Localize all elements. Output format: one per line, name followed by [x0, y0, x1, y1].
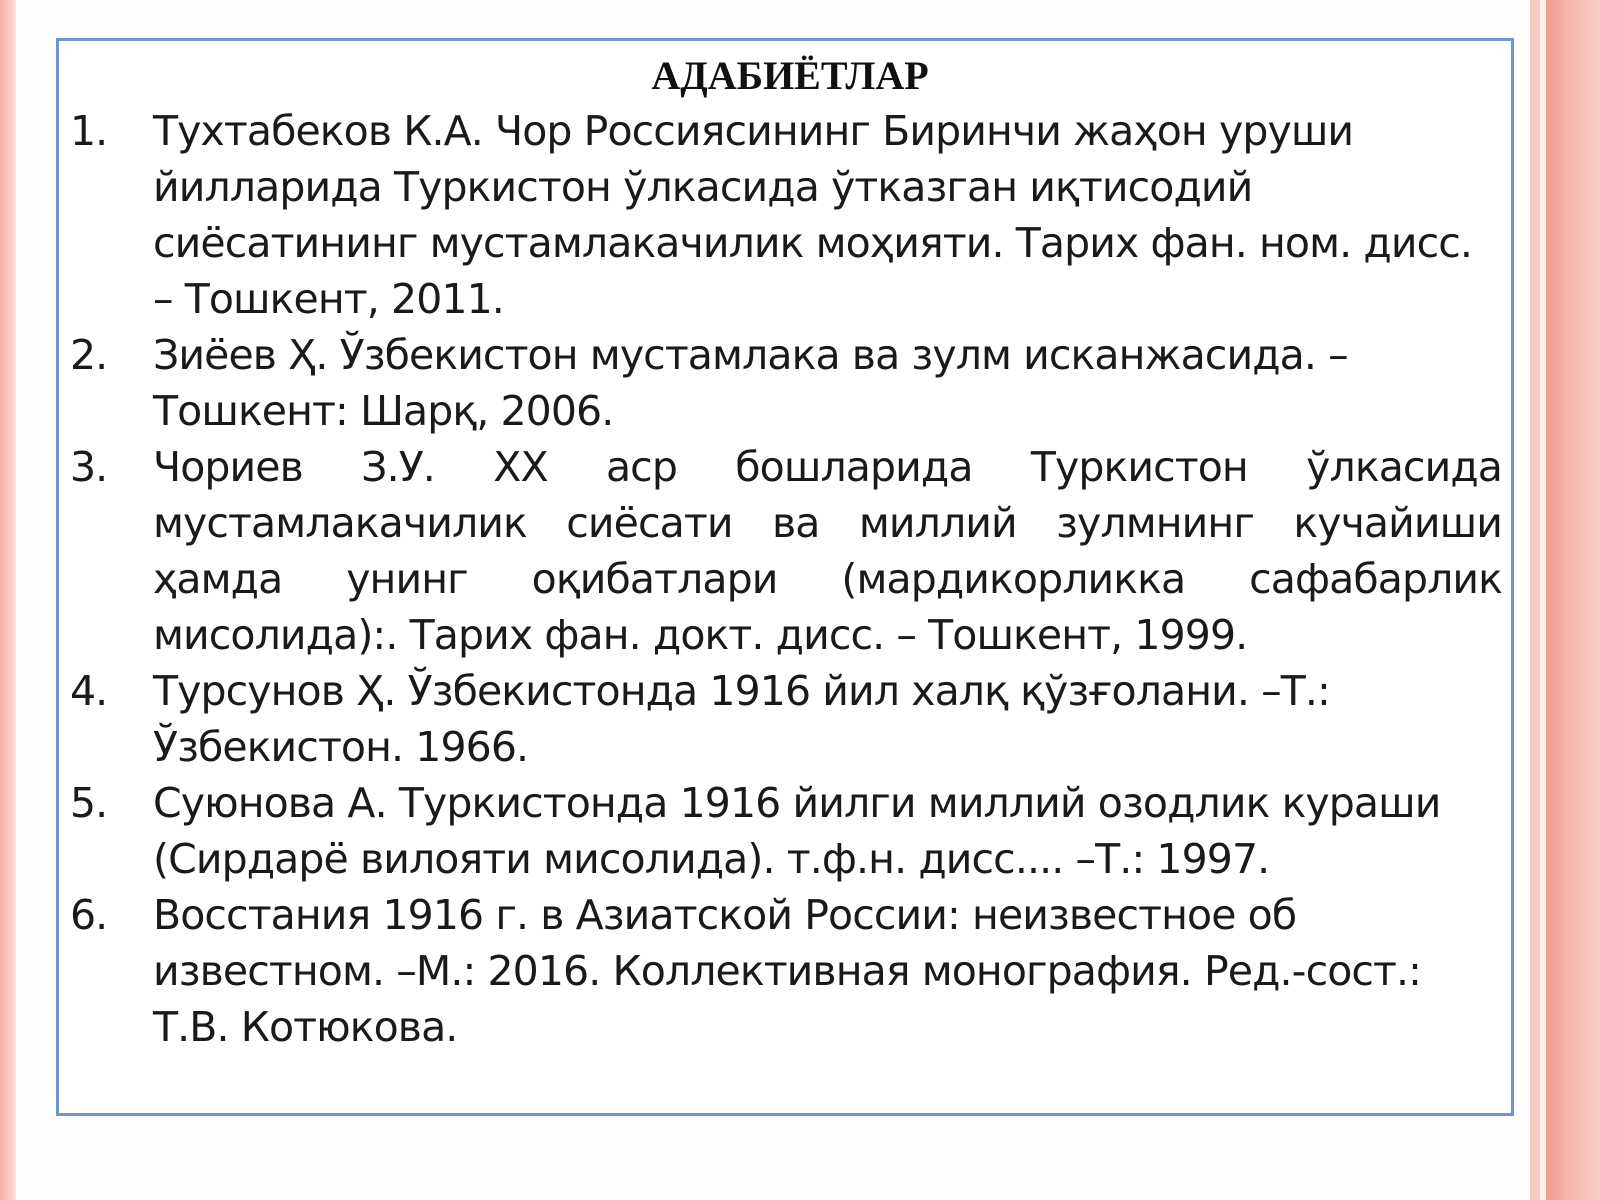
- reference-text: Зиёев Ҳ. Ўзбекистон мустамлака ва зулм исканжасида. – Тошкент: Шарқ, 2006.: [153, 331, 1348, 435]
- reference-number: 6.: [70, 891, 108, 939]
- reference-item: [70, 887, 1502, 1055]
- reference-item: [70, 775, 1502, 887]
- reference-item: [70, 439, 1502, 663]
- reference-item: [70, 327, 1502, 439]
- right-decorative-stripe: [1530, 0, 1540, 1200]
- reference-text: Тухтабеков К.А. Чор Россиясининг Биринчи жаҳон уруши йилларида Туркистон ўлкасида ўтказган иқтисодий сиёсатининг мустамлакачилик моҳияти. Тарих фан. ном. дисс. – Тошкент, 2011.: [153, 107, 1473, 323]
- reference-number: 2.: [70, 331, 108, 379]
- reference-text: Турсунов Ҳ. Ўзбекистонда 1916 йил халқ қўзғолани. –Т.: Ўзбекистон. 1966.: [153, 667, 1330, 771]
- slide-title: АДАБИЁТЛАР: [651, 53, 929, 98]
- reference-item: [70, 663, 1502, 775]
- right-decorative-border: [1546, 0, 1600, 1200]
- reference-list: [70, 103, 1502, 1055]
- reference-text: Суюнова А. Туркистонда 1916 йилги миллий озодлик кураши (Сирдарё вилояти мисолида). т.ф.н. дисс.... –Т.: 1997.: [153, 779, 1441, 883]
- reference-number: 4.: [70, 667, 108, 715]
- reference-text: Чориев З.У. ХХ аср бошларида Туркистон ўлкасида мустамлакачилик сиёсати ва миллий зулмнинг кучайиши ҳамда унинг оқибатлари (мардикорликка сафабарлик мисолида):. Тарих фан. докт. дисс. – Тошкент, 1999.: [153, 443, 1502, 659]
- reference-item: [70, 103, 1502, 327]
- reference-number: 5.: [70, 779, 108, 827]
- reference-number: 3.: [70, 443, 108, 491]
- reference-number: 1.: [70, 107, 108, 155]
- left-decorative-border: [0, 0, 16, 1200]
- reference-text: Восстания 1916 г. в Азиатской России: неизвестное об известном. –М.: 2016. Коллективная монография. Ред.-сост.: Т.В. Котюкова.: [153, 891, 1422, 1051]
